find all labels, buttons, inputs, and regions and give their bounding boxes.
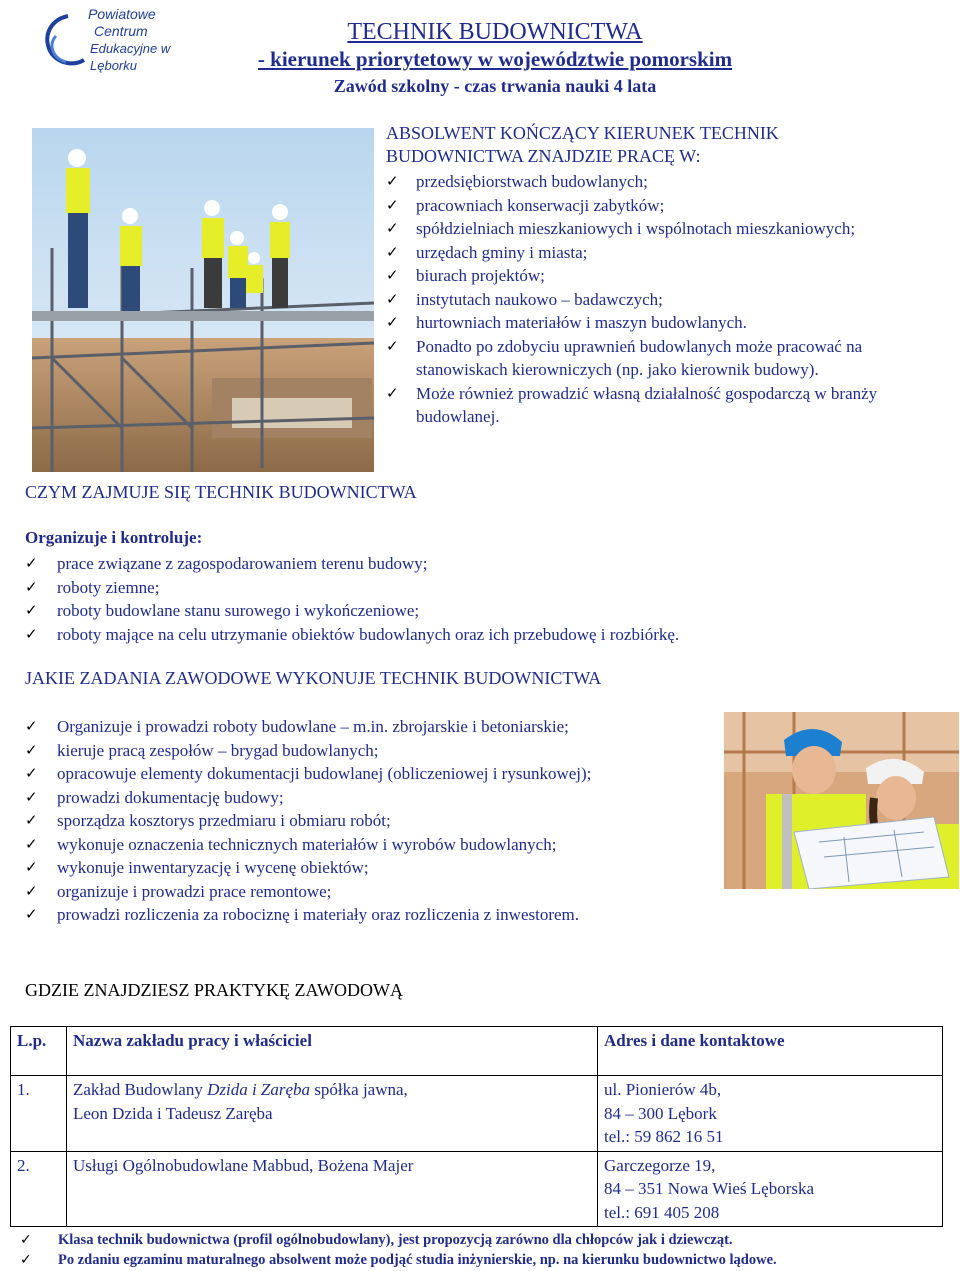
list-item: ✓ roboty budowlane stanu surowego i wykończeniowe; — [25, 599, 925, 623]
table-header-row — [11, 1027, 943, 1076]
list-item: ✓ Po zdaniu egzaminu maturalnego absolwent może podjąć studia inżynierskie, np. na kierunku budownictwo lądowe. — [20, 1252, 777, 1268]
list-item: ✓ Może również prowadzić własną działalność gospodarczą w branży budowlanej. — [386, 383, 878, 426]
check-icon: ✓ — [25, 554, 38, 572]
check-icon: ✓ — [386, 289, 399, 308]
table-header-name: Nazwa zakładu pracy i właściciel — [67, 1027, 598, 1076]
check-icon: ✓ — [25, 881, 38, 900]
list-item: ✓ biurach projektów; — [386, 264, 960, 288]
footer-notes — [20, 1230, 950, 1270]
list-item: ✓ Klasa technik budownictwa (profil ogólnobudowlany), jest propozycją zarówno dla chłopców jak i dziewcząt. — [20, 1232, 733, 1248]
section-title-tasks: JAKIE ZADANIA ZAWODOWE WYKONUJE TECHNIK BUDOWNICTWA — [25, 668, 602, 688]
table-cell-name: Zakład Budowlany Dzida i Zaręba spółka jawna, Leon Dzida i Tadeusz Zaręba — [67, 1076, 598, 1152]
check-icon: ✓ — [25, 811, 38, 829]
list-item: ✓ roboty ziemne; — [25, 576, 925, 600]
check-icon: ✓ — [386, 242, 399, 261]
check-icon: ✓ — [386, 195, 399, 214]
table-row — [11, 1151, 943, 1227]
list-item: ✓ spółdzielniach mieszkaniowych i wspólnotach mieszkaniowych; — [386, 217, 960, 241]
table-row — [11, 1076, 943, 1152]
page-info: Zawód szkolny - czas trwania nauki 4 lata — [333, 76, 657, 96]
tasks-list — [25, 715, 725, 927]
table-cell-lp: 1. — [11, 1076, 67, 1152]
list-item: ✓ prowadzi rozliczenia za robociznę i materiały oraz rozliczenia z inwestorem. — [25, 903, 725, 927]
list-item: ✓ kieruje pracą zespołów – brygad budowlanych; — [25, 739, 725, 763]
list-item: ✓ roboty mające na celu utrzymanie obiektów budowlanych oraz ich przebudowę i rozbiórkę. — [25, 623, 925, 647]
table-cell-address: Garczegorze 19, 84 – 351 Nowa Wieś Lęborska tel.: 691 405 208 — [598, 1151, 943, 1227]
check-icon: ✓ — [25, 740, 38, 759]
section-title-practice: GDZIE ZNAJDZIESZ PRAKTYKĘ ZAWODOWĄ — [25, 980, 403, 1000]
check-icon: ✓ — [25, 764, 38, 782]
list-item: ✓ pracowniach konserwacji zabytków; — [386, 194, 960, 218]
table-header-address: Adres i dane kontaktowe — [598, 1027, 943, 1076]
list-item: ✓ instytutach naukowo – badawczych; — [386, 288, 960, 312]
check-icon: ✓ — [386, 219, 399, 237]
section-subtitle-organizes: Organizuje i kontroluje: — [25, 528, 203, 547]
school-logo — [38, 6, 198, 76]
check-icon: ✓ — [25, 858, 38, 876]
list-item: ✓ wykonuje inwentaryzację i wycenę obiektów; — [25, 856, 725, 880]
duties-list — [25, 552, 925, 646]
check-icon: ✓ — [386, 313, 399, 331]
list-item: ✓ wykonuje oznaczenia technicznych materiałów i wyrobów budowlanych; — [25, 833, 725, 857]
list-item: ✓ urzędach gminy i miasta; — [386, 241, 960, 265]
table-cell-address: ul. Pionierów 4b, 84 – 300 Lębork tel.: 59 862 16 51 — [598, 1076, 943, 1152]
list-item: ✓ organizuje i prowadzi prace remontowe; — [25, 880, 725, 904]
page-title: TECHNIK BUDOWNICTWA — [347, 19, 643, 45]
list-item: ✓ prowadzi dokumentację budowy; — [25, 786, 725, 810]
list-item: ✓ opracowuje elementy dokumentacji budowlanej (obliczeniowej i rysunkowej); — [25, 762, 725, 786]
list-item: ✓ sporządza kosztorys przedmiaru i obmiaru robót; — [25, 809, 725, 833]
page-subtitle: - kierunek priorytetowy w województwie pomorskim — [257, 47, 733, 71]
graduate-heading: ABSOLWENT KOŃCZĄCY KIERUNEK TECHNIK BUDOWNICTWA ZNAJDZIE PRACĘ W: — [386, 123, 779, 166]
check-icon: ✓ — [386, 266, 399, 284]
logo-line-2: Centrum — [94, 23, 148, 39]
list-item: ✓ przedsiębiorstwach budowlanych; — [386, 170, 960, 194]
engineers-reading-plans-photo — [724, 712, 959, 889]
check-icon: ✓ — [386, 172, 399, 190]
graduate-workplaces-list — [386, 170, 960, 429]
check-icon: ✓ — [25, 787, 38, 806]
check-icon: ✓ — [20, 1252, 32, 1268]
check-icon: ✓ — [25, 624, 38, 643]
check-icon: ✓ — [25, 834, 38, 853]
list-item: ✓ hurtowniach materiałów i maszyn budowlanych. — [386, 311, 960, 335]
check-icon: ✓ — [25, 905, 38, 923]
list-item: ✓ Ponadto po zdobyciu uprawnień budowlanych może pracować na stanowiskach kierowniczych (np. jako kierownik budowy). — [386, 336, 863, 379]
table-cell-name: Usługi Ogólnobudowlane Mabbud, Bożena Majer — [67, 1151, 598, 1227]
logo-line-3: Edukacyjne w Lęborku — [90, 41, 171, 73]
practice-table — [10, 1026, 943, 1227]
section-title-duties: CZYM ZAJMUJE SIĘ TECHNIK BUDOWNICTWA — [25, 482, 417, 502]
check-icon: ✓ — [25, 577, 38, 596]
list-item: ✓ prace związane z zagospodarowaniem terenu budowy; — [25, 552, 925, 576]
check-icon: ✓ — [25, 717, 38, 735]
check-icon: ✓ — [386, 383, 399, 402]
construction-workers-scaffold-photo — [32, 128, 374, 472]
list-item: ✓ Organizuje i prowadzi roboty budowlane – m.in. zbrojarskie i betoniarskie; — [25, 715, 725, 739]
table-cell-lp: 2. — [11, 1151, 67, 1227]
logo-line-1: Powiatowe — [88, 6, 156, 22]
check-icon: ✓ — [20, 1232, 32, 1248]
check-icon: ✓ — [25, 601, 38, 619]
table-header-lp: L.p. — [11, 1027, 67, 1076]
check-icon: ✓ — [386, 336, 399, 355]
